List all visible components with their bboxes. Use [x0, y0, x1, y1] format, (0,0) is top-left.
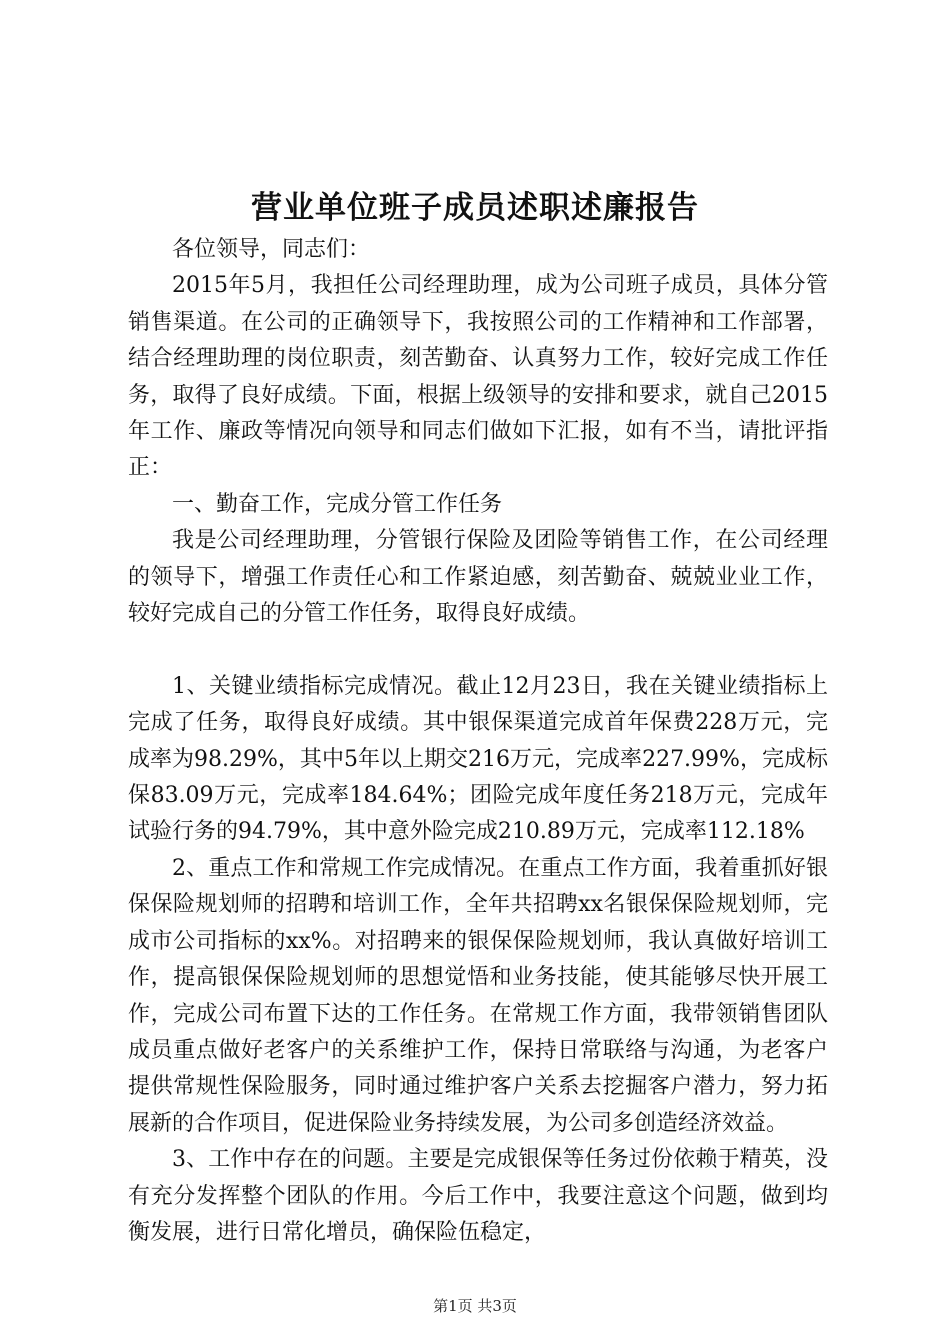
section-heading: 一、勤奋工作，完成分管工作任务 — [172, 491, 503, 517]
page-number-footer: 第1页 共3页 — [433, 1297, 517, 1315]
kpi-paragraph: 1、关键业绩指标完成情况。截止12月23日，我在关键业绩指标上完成了任务，取得良好成绩。其中银保渠道完成首年保费228万元，完成率为98.29%，其中5年以上期交216万元，完成率227.99%，完成标保83.09万元，完成率184.64%；团险完成年度任务218万元，完成年试验行务的94.79%，其中意外险完成210.89万元，完成率112.18% — [128, 673, 828, 845]
key-work-paragraph: 2、重点工作和常规工作完成情况。在重点工作方面，我着重抓好银保保险规划师的招聘和培训工作，全年共招聘xx名银保保险规划师，完成市公司指标的xx%。对招聘来的银保保险规划师，我认真做好培训工作，提高银保保险规划师的思想觉悟和业务技能，使其能够尽快开展工作，完成公司布置下达的工作任务。在常规工作方面，我带领销售团队成员重点做好老客户的关系维护工作，保持日常联络与沟通，为老客户提供常规性保险服务，同时通过维护客户关系去挖掘客户潜力，努力拓展新的合作项目，促进保险业务持续发展，为公司多创造经济效益。 — [128, 855, 828, 1136]
greeting-paragraph: 各位领导，同志们： — [172, 237, 371, 262]
section-intro-paragraph: 我是公司经理助理，分管银行保险及团险等销售工作，在公司经理的领导下，增强工作责任心和工作紧迫感，刻苦勤奋、兢兢业业工作，较好完成自己的分管工作任务，取得良好成绩。 — [128, 528, 828, 627]
intro-paragraph: 2015年5月，我担任公司经理助理，成为公司班子成员，具体分管销售渠道。在公司的正确领导下，我按照公司的工作精神和工作部署，结合经理助理的岗位职责，刻苦勤奋、认真努力工作，较好完成工作任务，取得了良好成绩。下面，根据上级领导的安排和要求，就自己2015年工作、廉政等情况向领导和同志们做如下汇报，如有不当，请批评指正： — [128, 273, 828, 481]
document-body — [128, 232, 828, 1251]
blank-line — [128, 632, 828, 668]
document-title: 营业单位班子成员述职述廉报告 — [251, 190, 699, 226]
problems-paragraph: 3、工作中存在的问题。主要是完成银保等任务过份依赖于精英，没有充分发挥整个团队的作用。今后工作中，我要注意这个问题，做到均衡发展，进行日常化增员，确保险伍稳定， — [128, 1147, 828, 1245]
